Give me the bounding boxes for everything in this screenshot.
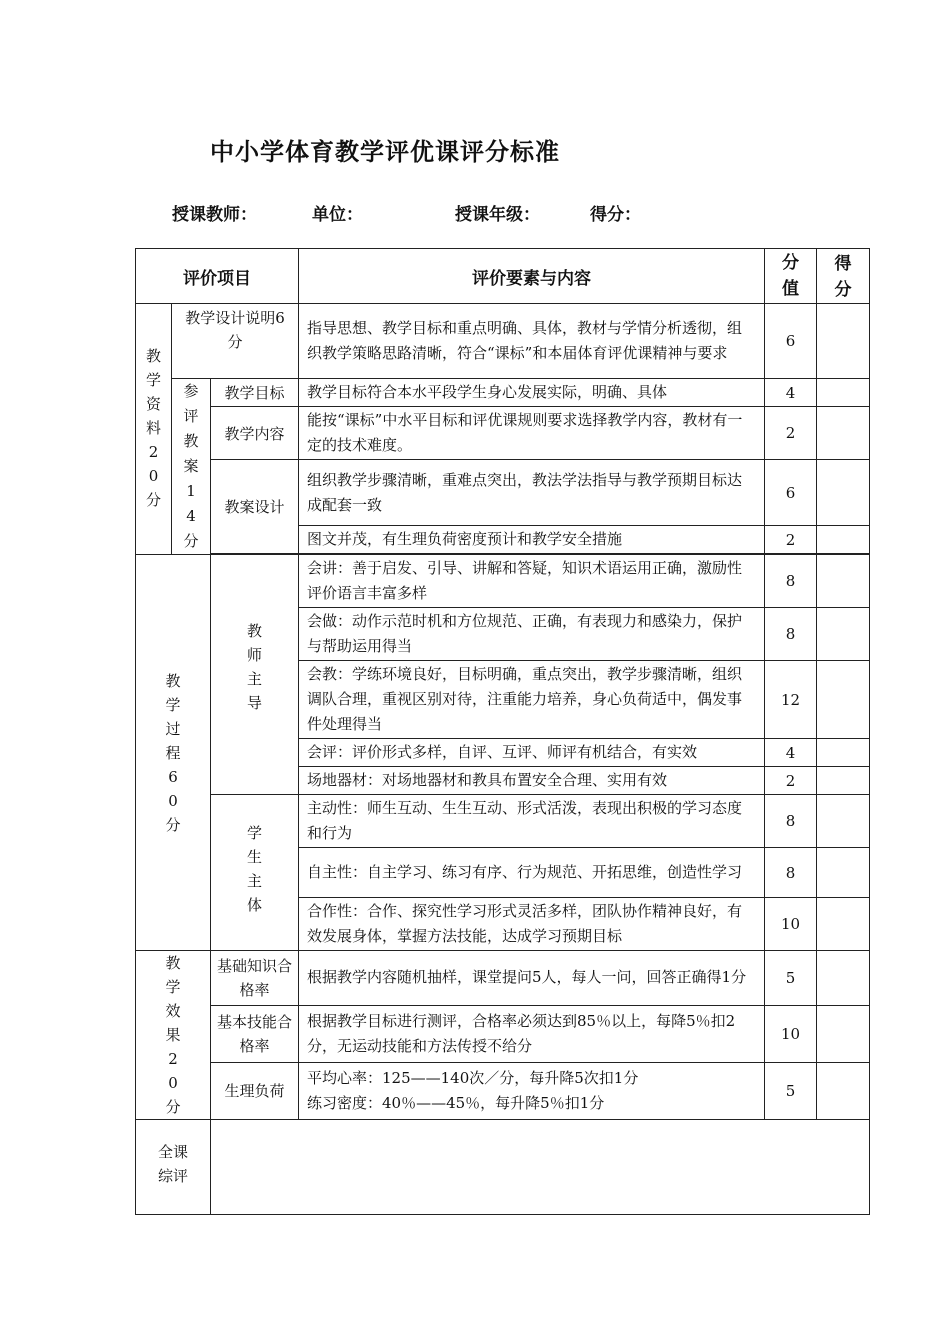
header-got: 得分 [834, 254, 852, 300]
t2-value: 8 [765, 608, 817, 661]
t4-score-cell[interactable] [817, 739, 870, 767]
t2-score-cell[interactable] [817, 608, 870, 661]
teacher-label: 授课教师： [172, 205, 257, 225]
content-label: 教学内容 [211, 407, 299, 460]
scoring-table [135, 248, 870, 1215]
goal-content: 教学目标符合本水平段学生身心发展实际，明确、具体 [299, 379, 765, 407]
skill-value: 10 [765, 1005, 817, 1062]
sec2-cell [136, 555, 211, 951]
plan-design-value-1: 6 [765, 460, 817, 526]
physio-value: 5 [765, 1062, 817, 1119]
s3-content: 合作性：合作、探究性学习形式灵活多样，团队协作精神良好，有效发展身体，掌握方法技能，达成学习预期目标 [299, 898, 765, 951]
skill-label-cell [211, 1005, 299, 1062]
table-row [136, 460, 870, 526]
overall-comment-cell[interactable] [211, 1120, 870, 1215]
header-content: 评价要素与内容 [299, 249, 765, 304]
s3-value: 10 [765, 898, 817, 951]
plan-design-label: 教案设计 [211, 460, 299, 554]
table-header-row [136, 249, 870, 304]
design-label-cell [172, 304, 299, 379]
sec2-label: 教学过程60分 [165, 671, 181, 834]
skill-score-cell[interactable] [817, 1005, 870, 1062]
s2-score-cell[interactable] [817, 848, 870, 898]
table-row [136, 795, 870, 848]
goal-label: 教学目标 [211, 379, 299, 407]
header-got-cell [817, 249, 870, 304]
s3-score-cell[interactable] [817, 898, 870, 951]
table-row [136, 1062, 870, 1119]
t4-content: 会评：评价形式多样，自评、互评、师评有机结合，有实效 [299, 739, 765, 767]
t5-value: 2 [765, 767, 817, 795]
unit-label: 单位： [312, 205, 363, 225]
t1-score-cell[interactable] [817, 555, 870, 608]
t1-value: 8 [765, 555, 817, 608]
teacher-lead-cell [211, 555, 299, 795]
teacher-lead-label: 教师主导 [247, 622, 263, 712]
content-score-cell[interactable] [817, 407, 870, 460]
sec1-label: 教学资料20分 [146, 347, 162, 509]
s2-content: 自主性：自主学习、练习有序、行为规范、开拓思维，创造性学习 [299, 848, 765, 898]
t3-content: 会教：学练环境良好，目标明确，重点突出，教学步骤清晰，组织调队合理，重视区别对待，注重能力培养，身心负荷适中，偶发事件处理得当 [299, 661, 765, 739]
plan-design-score-cell-1[interactable] [817, 460, 870, 526]
table-row [136, 379, 870, 407]
goal-score-cell[interactable] [817, 379, 870, 407]
table-row [136, 407, 870, 460]
t5-score-cell[interactable] [817, 767, 870, 795]
sec3-label: 教学效果20分 [165, 954, 181, 1116]
physio-content-2: 练习密度：40％——45％，每升降5％扣1分 [307, 1093, 605, 1112]
student-body-label: 学生主体 [247, 824, 263, 914]
plan-design-content-1: 组织教学步骤清晰，重难点突出，教法学法指导与教学预期目标达成配套一致 [299, 460, 765, 526]
s1-score-cell[interactable] [817, 795, 870, 848]
header-value: 分值 [782, 253, 799, 299]
knowledge-score-cell[interactable] [817, 951, 870, 1006]
plan-cell [172, 379, 211, 555]
knowledge-label-cell [211, 951, 299, 1006]
s2-value: 8 [765, 848, 817, 898]
t2-content: 会做：动作示范时机和方位规范、正确，有表现力和感染力，保护与帮助运用得当 [299, 608, 765, 661]
plan-design-score-cell-2[interactable] [817, 526, 870, 554]
physio-label: 生理负荷 [211, 1062, 299, 1119]
table-row [136, 304, 870, 379]
overall-label: 全课综评 [157, 1143, 188, 1185]
t1-content: 会讲：善于启发、引导、讲解和答疑，知识术语运用正确，激励性评价语言丰富多样 [299, 555, 765, 608]
design-label: 教学设计说明6分 [185, 309, 285, 351]
plan-design-value-2: 2 [765, 526, 817, 554]
t5-content: 场地器材：对场地器材和教具布置安全合理、实用有效 [299, 767, 765, 795]
design-content: 指导思想、教学目标和重点明确、具体，教材与学情分析透彻，组织教学策略思路清晰，符合“课标”和本届体育评优课精神与要求 [299, 304, 765, 379]
plan-label: 参评教案14分 [183, 382, 199, 550]
sec3-cell [136, 951, 211, 1120]
plan-design-content-2: 图文并茂，有生理负荷密度预计和教学安全措施 [299, 526, 765, 554]
skill-content: 根据教学目标进行测评，合格率必须达到85％以上，每降5％扣2分，无运动技能和方法传授不给分 [299, 1005, 765, 1062]
overall-label-cell [136, 1120, 211, 1215]
grade-label: 授课年级： [455, 205, 540, 225]
knowledge-value: 5 [765, 951, 817, 1006]
physio-content-cell [299, 1062, 765, 1119]
t4-value: 4 [765, 739, 817, 767]
header-item: 评价项目 [136, 249, 299, 304]
table-row [136, 1005, 870, 1062]
design-value: 6 [765, 304, 817, 379]
s1-content: 主动性：师生互动、生生互动、形式活泼，表现出积极的学习态度和行为 [299, 795, 765, 848]
page-title: 中小学体育教学评优课评分标准 [210, 138, 560, 166]
score-label: 得分： [590, 205, 641, 225]
table-row [136, 555, 870, 608]
t3-value: 12 [765, 661, 817, 739]
content-value: 2 [765, 407, 817, 460]
physio-score-cell[interactable] [817, 1062, 870, 1119]
table-row [136, 951, 870, 1006]
header-value-cell [765, 249, 817, 304]
student-body-cell [211, 795, 299, 951]
s1-value: 8 [765, 795, 817, 848]
knowledge-label: 基础知识合格率 [217, 956, 293, 999]
goal-value: 4 [765, 379, 817, 407]
physio-content-1: 平均心率：125——140次／分，每升降5次扣1分 [307, 1068, 639, 1087]
content-content: 能按“课标”中水平目标和评优课规则要求选择教学内容，教材有一定的技术难度。 [299, 407, 765, 460]
sec1-cell [136, 304, 172, 555]
t3-score-cell[interactable] [817, 661, 870, 739]
knowledge-content: 根据教学内容随机抽样，课堂提问5人，每人一问，回答正确得1分 [299, 951, 765, 1006]
skill-label: 基本技能合格率 [217, 1012, 293, 1055]
design-score-cell[interactable] [817, 304, 870, 379]
table-row [136, 1120, 870, 1215]
